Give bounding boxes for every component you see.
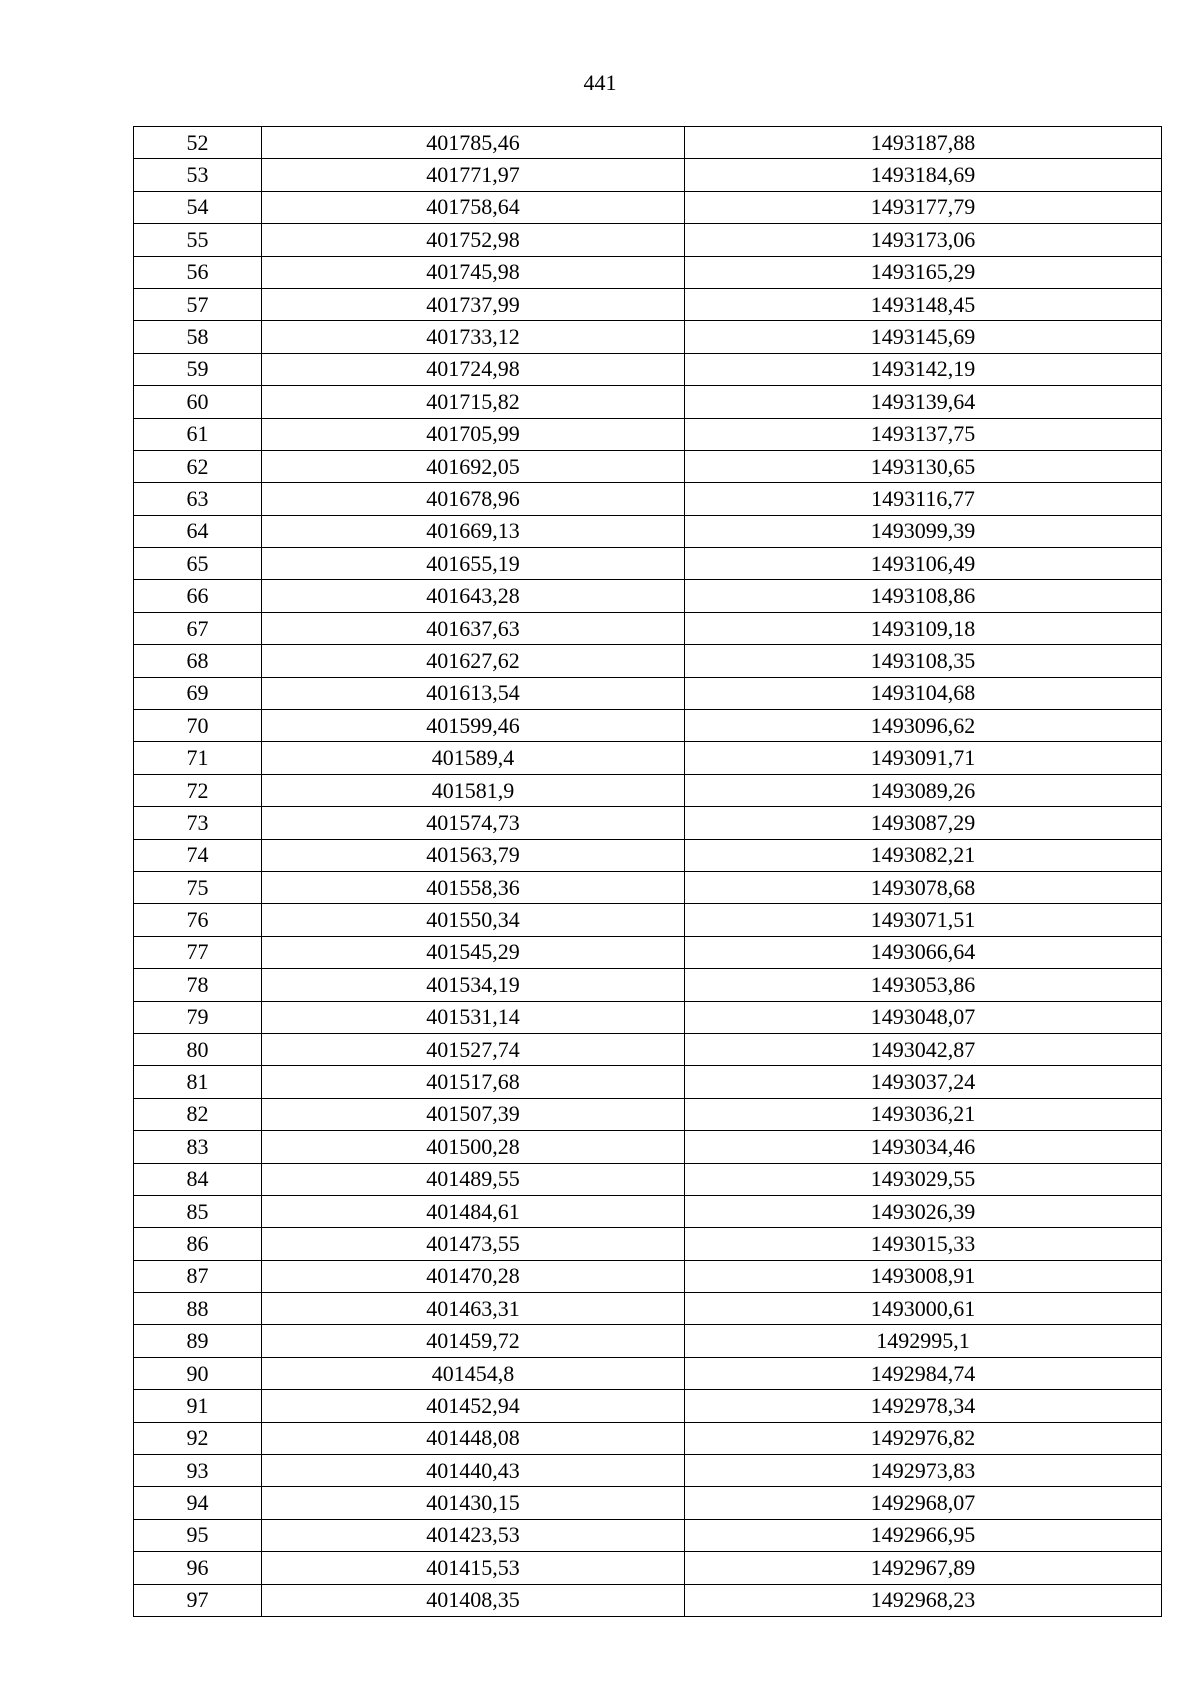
- y-coordinate-cell: 1493142,19: [685, 353, 1162, 385]
- y-coordinate-cell: 1493026,39: [685, 1195, 1162, 1227]
- point-number-cell: 64: [134, 515, 262, 547]
- y-coordinate-cell: 1493173,06: [685, 224, 1162, 256]
- y-coordinate-cell: 1492976,82: [685, 1422, 1162, 1454]
- x-coordinate-cell: 401637,63: [262, 612, 685, 644]
- point-number-cell: 79: [134, 1001, 262, 1033]
- table-row: [134, 742, 1162, 774]
- x-coordinate-cell: 401745,98: [262, 256, 685, 288]
- x-coordinate-cell: 401448,08: [262, 1422, 685, 1454]
- y-coordinate-cell: 1493066,64: [685, 936, 1162, 968]
- point-number-cell: 62: [134, 450, 262, 482]
- point-number-cell: 65: [134, 548, 262, 580]
- y-coordinate-cell: 1493029,55: [685, 1163, 1162, 1195]
- table-row: [134, 159, 1162, 191]
- table-row: [134, 710, 1162, 742]
- y-coordinate-cell: 1492967,89: [685, 1552, 1162, 1584]
- y-coordinate-cell: 1493071,51: [685, 904, 1162, 936]
- y-coordinate-cell: 1493099,39: [685, 515, 1162, 547]
- point-number-cell: 52: [134, 127, 262, 159]
- x-coordinate-cell: 401613,54: [262, 677, 685, 709]
- x-coordinate-cell: 401440,43: [262, 1455, 685, 1487]
- point-number-cell: 88: [134, 1293, 262, 1325]
- x-coordinate-cell: 401655,19: [262, 548, 685, 580]
- y-coordinate-cell: 1493089,26: [685, 774, 1162, 806]
- y-coordinate-cell: 1493104,68: [685, 677, 1162, 709]
- x-coordinate-cell: 401550,34: [262, 904, 685, 936]
- point-number-cell: 93: [134, 1455, 262, 1487]
- x-coordinate-cell: 401507,39: [262, 1098, 685, 1130]
- y-coordinate-cell: 1492973,83: [685, 1455, 1162, 1487]
- x-coordinate-cell: 401669,13: [262, 515, 685, 547]
- x-coordinate-cell: 401752,98: [262, 224, 685, 256]
- table-row: [134, 1293, 1162, 1325]
- point-number-cell: 74: [134, 839, 262, 871]
- y-coordinate-cell: 1493087,29: [685, 807, 1162, 839]
- table-row: [134, 1001, 1162, 1033]
- table-row: [134, 1357, 1162, 1389]
- table-row: [134, 904, 1162, 936]
- table-row: [134, 418, 1162, 450]
- table-row: [134, 1033, 1162, 1065]
- x-coordinate-cell: 401459,72: [262, 1325, 685, 1357]
- y-coordinate-cell: 1493078,68: [685, 871, 1162, 903]
- x-coordinate-cell: 401733,12: [262, 321, 685, 353]
- table-row: [134, 612, 1162, 644]
- x-coordinate-cell: 401715,82: [262, 386, 685, 418]
- y-coordinate-cell: 1493042,87: [685, 1033, 1162, 1065]
- x-coordinate-cell: 401454,8: [262, 1357, 685, 1389]
- point-number-cell: 66: [134, 580, 262, 612]
- point-number-cell: 81: [134, 1066, 262, 1098]
- point-number-cell: 60: [134, 386, 262, 418]
- point-number-cell: 67: [134, 612, 262, 644]
- x-coordinate-cell: 401599,46: [262, 710, 685, 742]
- point-number-cell: 59: [134, 353, 262, 385]
- y-coordinate-cell: 1492984,74: [685, 1357, 1162, 1389]
- table-row: [134, 871, 1162, 903]
- x-coordinate-cell: 401737,99: [262, 288, 685, 320]
- point-number-cell: 87: [134, 1260, 262, 1292]
- x-coordinate-cell: 401463,31: [262, 1293, 685, 1325]
- point-number-cell: 76: [134, 904, 262, 936]
- x-coordinate-cell: 401563,79: [262, 839, 685, 871]
- point-number-cell: 78: [134, 969, 262, 1001]
- y-coordinate-cell: 1493148,45: [685, 288, 1162, 320]
- point-number-cell: 68: [134, 645, 262, 677]
- point-number-cell: 69: [134, 677, 262, 709]
- table-row: [134, 1519, 1162, 1551]
- table-row: [134, 645, 1162, 677]
- x-coordinate-cell: 401527,74: [262, 1033, 685, 1065]
- point-number-cell: 82: [134, 1098, 262, 1130]
- x-coordinate-cell: 401408,35: [262, 1584, 685, 1616]
- point-number-cell: 72: [134, 774, 262, 806]
- y-coordinate-cell: 1493037,24: [685, 1066, 1162, 1098]
- y-coordinate-cell: 1493109,18: [685, 612, 1162, 644]
- x-coordinate-cell: 401643,28: [262, 580, 685, 612]
- x-coordinate-cell: 401692,05: [262, 450, 685, 482]
- table-row: [134, 1584, 1162, 1616]
- point-number-cell: 96: [134, 1552, 262, 1584]
- x-coordinate-cell: 401574,73: [262, 807, 685, 839]
- point-number-cell: 63: [134, 483, 262, 515]
- x-coordinate-cell: 401470,28: [262, 1260, 685, 1292]
- table-row: [134, 839, 1162, 871]
- y-coordinate-cell: 1493015,33: [685, 1228, 1162, 1260]
- table-row: [134, 127, 1162, 159]
- table-row: [134, 288, 1162, 320]
- table-row: [134, 580, 1162, 612]
- y-coordinate-cell: 1493108,86: [685, 580, 1162, 612]
- x-coordinate-cell: 401531,14: [262, 1001, 685, 1033]
- table-row: [134, 321, 1162, 353]
- point-number-cell: 92: [134, 1422, 262, 1454]
- point-number-cell: 83: [134, 1131, 262, 1163]
- point-number-cell: 71: [134, 742, 262, 774]
- y-coordinate-cell: 1493137,75: [685, 418, 1162, 450]
- y-coordinate-cell: 1492995,1: [685, 1325, 1162, 1357]
- table-row: [134, 1390, 1162, 1422]
- table-row: [134, 1552, 1162, 1584]
- point-number-cell: 86: [134, 1228, 262, 1260]
- point-number-cell: 77: [134, 936, 262, 968]
- x-coordinate-cell: 401771,97: [262, 159, 685, 191]
- x-coordinate-cell: 401785,46: [262, 127, 685, 159]
- point-number-cell: 58: [134, 321, 262, 353]
- table-row: [134, 1228, 1162, 1260]
- table-row: [134, 483, 1162, 515]
- point-number-cell: 56: [134, 256, 262, 288]
- point-number-cell: 54: [134, 191, 262, 223]
- table-row: [134, 936, 1162, 968]
- table-row: [134, 969, 1162, 1001]
- table-row: [134, 1163, 1162, 1195]
- table-row: [134, 1260, 1162, 1292]
- point-number-cell: 89: [134, 1325, 262, 1357]
- point-number-cell: 95: [134, 1519, 262, 1551]
- table-row: [134, 1487, 1162, 1519]
- y-coordinate-cell: 1493000,61: [685, 1293, 1162, 1325]
- y-coordinate-cell: 1493091,71: [685, 742, 1162, 774]
- y-coordinate-cell: 1493096,62: [685, 710, 1162, 742]
- point-number-cell: 80: [134, 1033, 262, 1065]
- point-number-cell: 55: [134, 224, 262, 256]
- x-coordinate-cell: 401678,96: [262, 483, 685, 515]
- point-number-cell: 75: [134, 871, 262, 903]
- point-number-cell: 90: [134, 1357, 262, 1389]
- point-number-cell: 85: [134, 1195, 262, 1227]
- x-coordinate-cell: 401484,61: [262, 1195, 685, 1227]
- x-coordinate-cell: 401534,19: [262, 969, 685, 1001]
- coordinates-table-body: [134, 127, 1162, 1617]
- x-coordinate-cell: 401423,53: [262, 1519, 685, 1551]
- table-row: [134, 386, 1162, 418]
- table-row: [134, 807, 1162, 839]
- point-number-cell: 94: [134, 1487, 262, 1519]
- x-coordinate-cell: 401724,98: [262, 353, 685, 385]
- y-coordinate-cell: 1493036,21: [685, 1098, 1162, 1130]
- x-coordinate-cell: 401415,53: [262, 1552, 685, 1584]
- y-coordinate-cell: 1493034,46: [685, 1131, 1162, 1163]
- point-number-cell: 73: [134, 807, 262, 839]
- point-number-cell: 61: [134, 418, 262, 450]
- y-coordinate-cell: 1493108,35: [685, 645, 1162, 677]
- table-row: [134, 1066, 1162, 1098]
- y-coordinate-cell: 1493082,21: [685, 839, 1162, 871]
- table-row: [134, 548, 1162, 580]
- table-row: [134, 1131, 1162, 1163]
- y-coordinate-cell: 1493187,88: [685, 127, 1162, 159]
- point-number-cell: 57: [134, 288, 262, 320]
- table-row: [134, 450, 1162, 482]
- table-row: [134, 191, 1162, 223]
- point-number-cell: 84: [134, 1163, 262, 1195]
- x-coordinate-cell: 401558,36: [262, 871, 685, 903]
- table-row: [134, 353, 1162, 385]
- table-row: [134, 256, 1162, 288]
- table-row: [134, 774, 1162, 806]
- point-number-cell: 70: [134, 710, 262, 742]
- x-coordinate-cell: 401517,68: [262, 1066, 685, 1098]
- y-coordinate-cell: 1493106,49: [685, 548, 1162, 580]
- page-number: 441: [583, 70, 617, 95]
- y-coordinate-cell: 1492968,23: [685, 1584, 1162, 1616]
- x-coordinate-cell: 401705,99: [262, 418, 685, 450]
- table-row: [134, 1195, 1162, 1227]
- x-coordinate-cell: 401430,15: [262, 1487, 685, 1519]
- y-coordinate-cell: 1492978,34: [685, 1390, 1162, 1422]
- y-coordinate-cell: 1493165,29: [685, 256, 1162, 288]
- x-coordinate-cell: 401500,28: [262, 1131, 685, 1163]
- x-coordinate-cell: 401758,64: [262, 191, 685, 223]
- x-coordinate-cell: 401589,4: [262, 742, 685, 774]
- point-number-cell: 91: [134, 1390, 262, 1422]
- x-coordinate-cell: 401473,55: [262, 1228, 685, 1260]
- point-number-cell: 97: [134, 1584, 262, 1616]
- table-row: [134, 1098, 1162, 1130]
- y-coordinate-cell: 1493139,64: [685, 386, 1162, 418]
- table-row: [134, 1455, 1162, 1487]
- coordinates-table: [133, 126, 1162, 1617]
- x-coordinate-cell: 401489,55: [262, 1163, 685, 1195]
- y-coordinate-cell: 1493184,69: [685, 159, 1162, 191]
- table-row: [134, 677, 1162, 709]
- y-coordinate-cell: 1493130,65: [685, 450, 1162, 482]
- x-coordinate-cell: 401452,94: [262, 1390, 685, 1422]
- table-row: [134, 1325, 1162, 1357]
- x-coordinate-cell: 401581,9: [262, 774, 685, 806]
- y-coordinate-cell: 1493008,91: [685, 1260, 1162, 1292]
- x-coordinate-cell: 401545,29: [262, 936, 685, 968]
- table-row: [134, 1422, 1162, 1454]
- table-row: [134, 515, 1162, 547]
- y-coordinate-cell: 1493048,07: [685, 1001, 1162, 1033]
- y-coordinate-cell: 1492968,07: [685, 1487, 1162, 1519]
- x-coordinate-cell: 401627,62: [262, 645, 685, 677]
- y-coordinate-cell: 1493053,86: [685, 969, 1162, 1001]
- y-coordinate-cell: 1493145,69: [685, 321, 1162, 353]
- y-coordinate-cell: 1493116,77: [685, 483, 1162, 515]
- y-coordinate-cell: 1493177,79: [685, 191, 1162, 223]
- y-coordinate-cell: 1492966,95: [685, 1519, 1162, 1551]
- table-row: [134, 224, 1162, 256]
- point-number-cell: 53: [134, 159, 262, 191]
